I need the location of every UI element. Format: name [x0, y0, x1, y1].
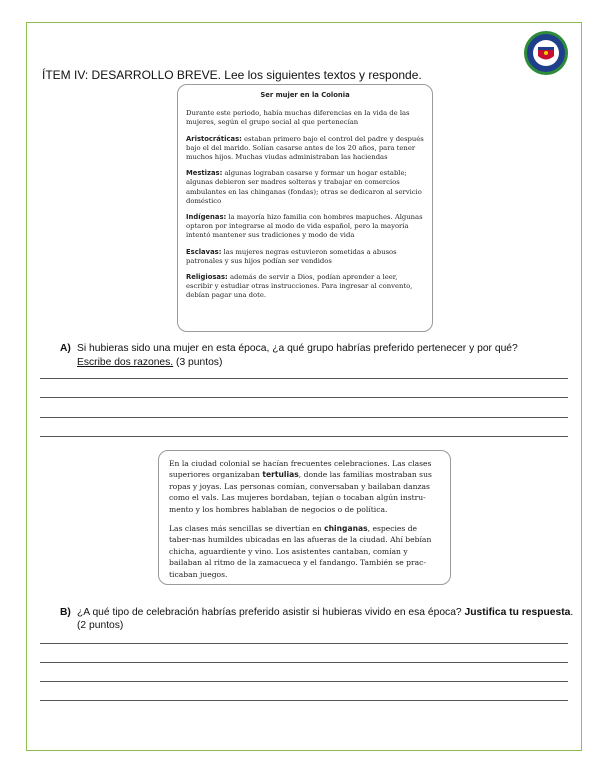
question-text: ¿A qué tipo de celebración habrías preferido asistir si hubieras vivido en esa época? — [77, 607, 462, 618]
question-label: A) — [60, 343, 71, 354]
group-name: Aristocráticas: — [186, 134, 242, 143]
question-emphasis: Justifica tu respuesta — [464, 607, 571, 618]
question-tail: . — [570, 607, 574, 618]
answer-line[interactable] — [40, 397, 568, 398]
question-text: Si hubieras sido una mujer en esta época, ¿a qué grupo habrías preferido pertenecer y por qué? — [77, 343, 518, 354]
item-heading — [42, 68, 422, 82]
group-text: las mujeres negras estuvieron sometidas a abusos patronales y sus hijos podían ser vendidos — [186, 247, 397, 265]
group-text: algunas lograban casarse y formar un hogar estable; algunas debieron ser madres solteras y trabajar en comercios ambulantes en las chinganas (fondas); otras se dedicaron al servicio doméstico — [186, 169, 422, 205]
question-text-line — [77, 606, 573, 619]
celebrations-lower-class — [169, 523, 440, 580]
text-run: , especies de taber-nas humildes ubicadas en las afueras de la ciudad. Ahí bebían chicha, aguardiente y vino. Los asistentes cantaban, comían y bailaban al ritmo de la zamacueca y el fandango. También se prac-ticaban juegos. — [169, 524, 432, 579]
reading-box-women — [177, 84, 433, 332]
celebrations-upper-class — [169, 458, 440, 515]
answer-line[interactable] — [40, 643, 568, 644]
group-name: Religiosas: — [186, 273, 228, 282]
item-label: ÍTEM IV: DESARROLLO BREVE. — [42, 68, 221, 82]
answer-line[interactable] — [40, 417, 568, 418]
text-run: , donde las familias mostraban sus ropas y joyas. Las personas comían, conversaban y bailaban danzas como el vals. Las mujeres bordaban, tejían o tocaban algún instru-mento y los hombres hablaban de negocios o de política. — [169, 470, 432, 514]
group-esclavas — [186, 248, 424, 266]
question-points: (2 puntos) — [77, 620, 124, 631]
group-text: estaban primero bajo el control del padre y después bajo el del marido. Solían casarse antes de los 20 años, para tener muchos hijos. Muchas viudas administraban las haciendas — [186, 134, 424, 162]
text-run: En la ciudad colonial se hacían frecuentes celebraciones. Las clases superiores organizaban — [169, 459, 432, 480]
question-instruction — [77, 356, 222, 369]
term-chinganas: chinganas — [324, 524, 368, 534]
group-text: la mayoría hizo familia con hombres mapuches. Algunas optaron por integrarse al modo de vida español, pero la mayoría intentó mantener sus tradiciones y modo de vida — [186, 213, 423, 240]
question-emphasis: Escribe dos razones. — [77, 357, 174, 368]
question-label: B) — [60, 607, 71, 618]
group-name: Indígenas: — [186, 213, 227, 222]
reading-box-celebrations — [158, 450, 451, 585]
school-seal-icon — [523, 30, 569, 76]
answer-line[interactable] — [40, 700, 568, 701]
group-aristocraticas — [186, 135, 424, 163]
term-tertulias: tertulias — [262, 470, 299, 480]
answer-line[interactable] — [40, 378, 568, 379]
group-indigenas — [186, 213, 424, 241]
reading-title: Ser mujer en la Colonia — [260, 91, 350, 99]
reading-intro: Durante este periodo, había muchas diferencias en la vida de las mujeres, según el grupo social al que pertenecían — [186, 109, 410, 127]
item-instruction: Lee los siguientes textos y responde. — [224, 68, 422, 82]
group-mestizas — [186, 169, 424, 206]
text-run: Las clases más sencillas se divertían en — [169, 524, 325, 534]
group-name: Mestizas: — [186, 169, 223, 178]
answer-line[interactable] — [40, 662, 568, 663]
question-points: (3 puntos) — [173, 357, 223, 368]
answer-line[interactable] — [40, 681, 568, 682]
group-religiosas — [186, 273, 424, 301]
answer-line[interactable] — [40, 436, 568, 437]
group-text: además de servir a Dios, podían aprender a leer, escribir y estudiar otras instrucciones. Para ingresar al convento, debían pagar una dote. — [186, 273, 413, 300]
group-name: Esclavas: — [186, 247, 222, 256]
